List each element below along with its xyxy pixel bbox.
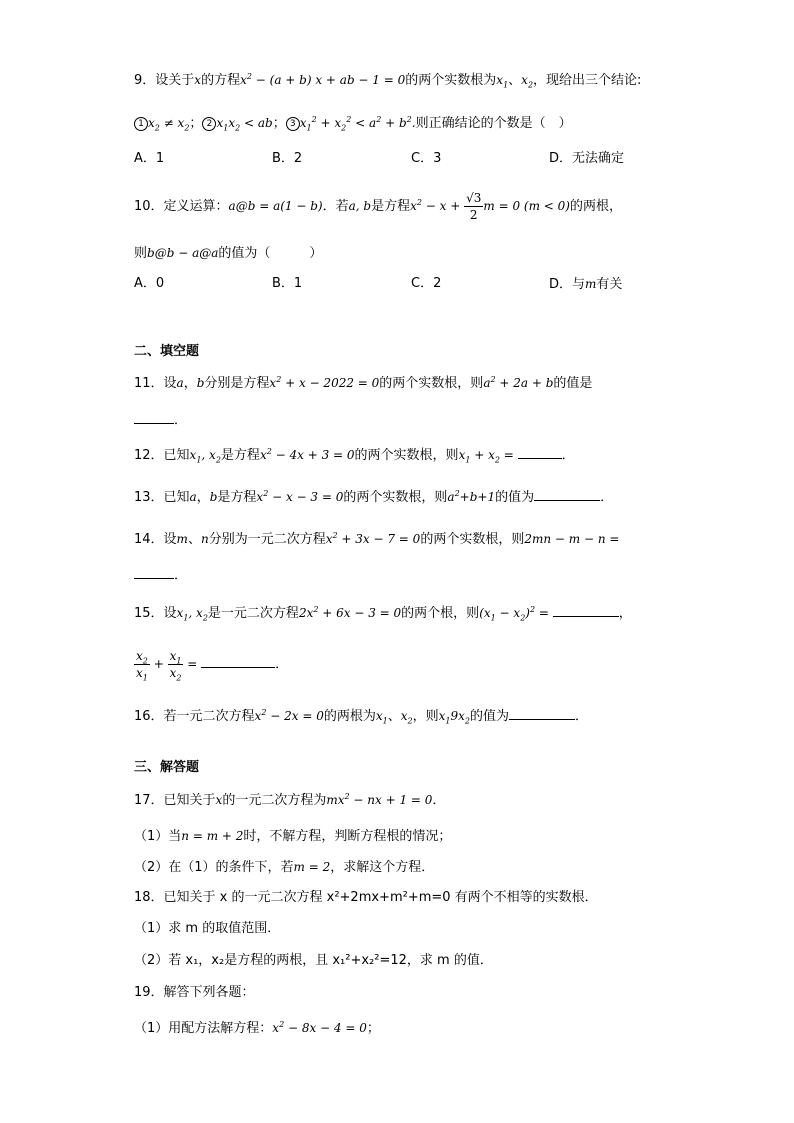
q9-line2: 1 $x_2 \ne x_2$； 2 $x_1x_2$ < ab； 3 $x_1^2 + x_2^2 < a^2 + b^2$.则正确结论的个数是（ ） (134, 113, 572, 134)
answer-blank[interactable] (518, 446, 562, 459)
circled-number: 1 (134, 117, 148, 131)
q14-line1: 14．设m、n分别为一元二次方程$x^2 + 3x - 7 = 0$的两个实数根，则2mn − m − n = (134, 531, 620, 547)
q9-option-d: D．无法确定 (549, 151, 625, 166)
q17-line: 17．已知关于x的一元二次方程为$mx^2$ − nx + 1 = 0． (134, 792, 446, 808)
q14-line2: ． (134, 566, 187, 586)
q9-option-c: C．3 (411, 151, 442, 166)
q11-line1: 11．设a，b分别是方程$x^2 + x - 2022 = 0$的两个实数根，则$a^2 + 2a + b$的值是 (134, 375, 593, 391)
circled-number: 2 (202, 117, 216, 131)
q9-option-a: A．1 (134, 151, 165, 166)
answer-blank[interactable] (509, 707, 575, 720)
q15-line1: 15．设$x_1$, $x_2$是一元二次方程$2x^2 + 6x - 3 = 0$的两个根，则$(x_1 - x_2)^2$ = ， (134, 605, 632, 623)
fraction: $\frac{x_1}{x_2}$ (169, 649, 182, 683)
answer-blank[interactable] (201, 655, 275, 668)
q18-line: 18．已知关于 x 的一元二次方程 x²+2mx+m²+m=0 有两个不相等的实数根． (134, 890, 598, 905)
answer-blank[interactable] (134, 566, 174, 579)
q10-option-b: B．1 (272, 276, 303, 291)
math: x (194, 73, 202, 87)
q18-part2: （2）若 x₁，x₂是方程的两根，且 x₁²+x₂²=12，求 m 的值． (134, 953, 493, 968)
q9-line1: 9．设关于x的方程$x^2 - (a + b) x$ + ab − 1 = 0的两个实数根为$x_1$、$x_2$，现给出三个结论: (134, 72, 642, 90)
q16-line: 16．若一元二次方程$x^2 - 2x = 0$的两根为$x_1$、$x_2$，则$x_19x_2$的值为 ． (134, 708, 589, 726)
q13-line: 13．已知a，b是方程$x^2 - x - 3 = 0$的两个实数根，则$a^2+b+1$的值为 ． (134, 489, 614, 505)
q9-option-b: B．2 (272, 151, 303, 166)
q19-part1: （1）用配方法解方程：$x^2 - 8x - 4 = 0$； (134, 1020, 380, 1036)
q17-part1: （1）当n = m + 2时，不解方程，判断方程根的情况； (134, 829, 452, 844)
math-equation: $x^2 - (a + b) x$ + ab − 1 = 0 (240, 72, 406, 87)
answer-blank[interactable] (134, 411, 174, 424)
q15-line2: $\frac{x_2}{x_1}$ + $\frac{x_1}{x_2}$ = ． (136, 649, 289, 683)
q17-part2: （2）在（1）的条件下，若m = 2，求解这个方程． (134, 860, 435, 875)
answer-blank[interactable] (553, 604, 619, 617)
q10-option-d: D．与m有关 (549, 277, 623, 292)
q10-line1: 10．定义运算：a@b = a(1 − b)．若a, b是方程$x^2 - x$ + $\frac{√3}{2}$ m = 0 (m < 0)的两根， (134, 191, 622, 222)
fraction: $\frac{√3}{2}$ (466, 191, 482, 222)
section-heading: 二、填空题 (134, 344, 200, 359)
fraction: $\frac{x_2}{x_1}$ (136, 649, 148, 683)
q18-part1: （1）求 m 的取值范围． (134, 921, 281, 936)
q11-line2: ． (134, 411, 187, 431)
circled-number: 3 (286, 117, 300, 131)
q10-line2: 则b@b − a@a的值为（ ） (134, 246, 323, 261)
section-heading: 三、解答题 (134, 760, 200, 775)
q10-option-c: C．2 (411, 276, 442, 291)
q10-option-a: A．0 (134, 276, 165, 291)
answer-blank[interactable] (534, 488, 600, 501)
q19-line: 19．解答下列各题： (134, 985, 255, 1000)
q12-line: 12．已知$x_1$, $x_2$是方程$x^2 - 4x + 3 = 0$的两个实数根，则$x_1 + x_2$ = ． (134, 447, 575, 465)
